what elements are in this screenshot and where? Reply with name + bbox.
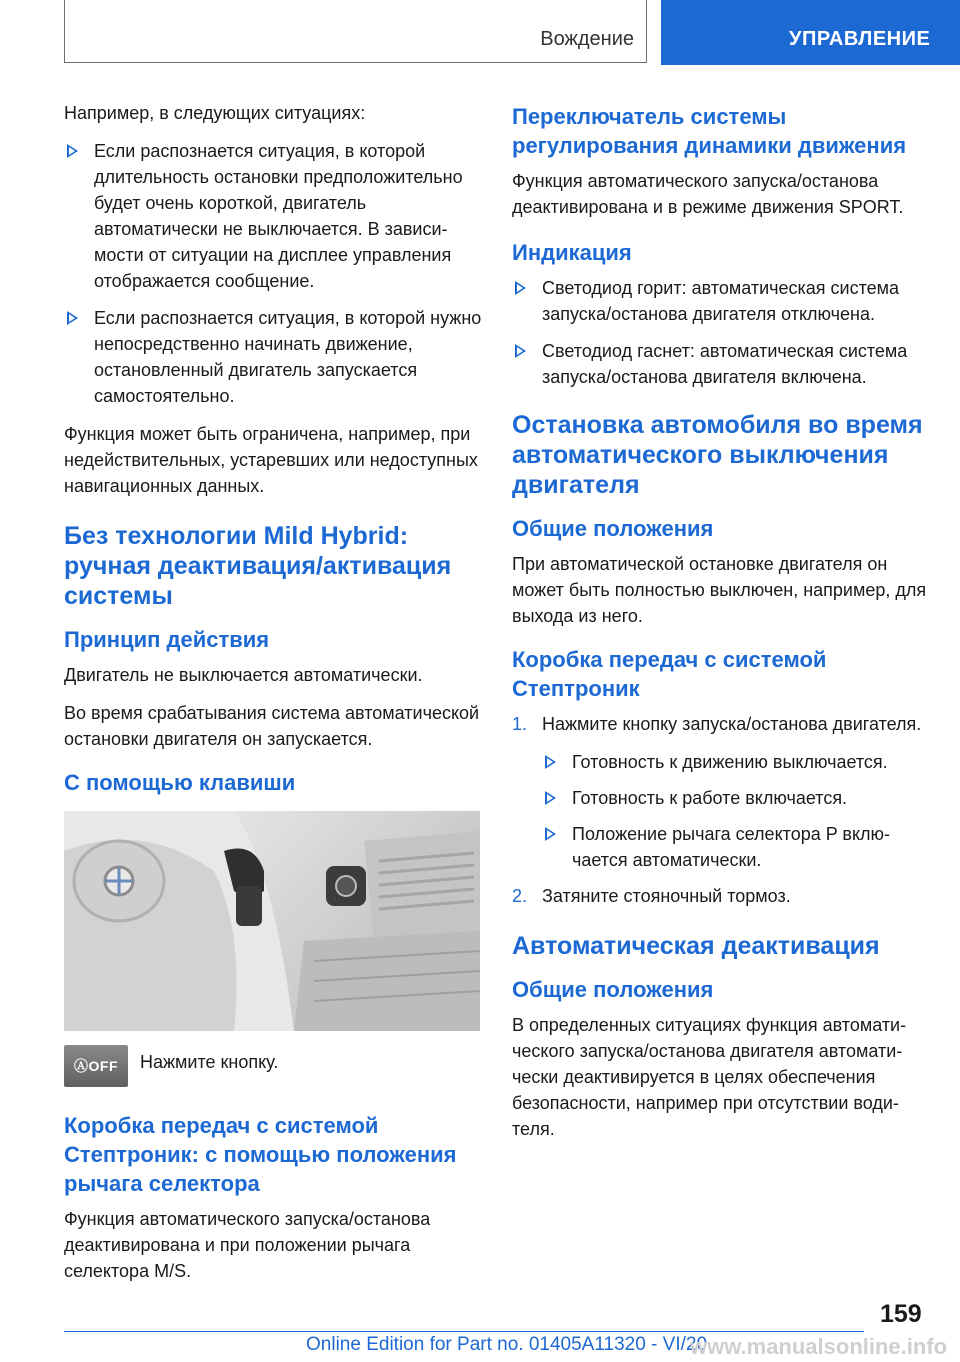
left-column — [64, 100, 484, 1296]
triangle-bullet-icon — [545, 755, 556, 769]
heading-general-1: Общие положения — [512, 516, 714, 541]
heading-steptronic-lever: Коробка передач с системой Стептроник: с помощью положения рычага селектора — [64, 1113, 457, 1196]
list-item: Если распознается ситуация, в которой длительность остановки предположительно будет очень короткой, двигатель автоматически не выключается. В зависимости от ситуации на дисплее управления отображается сообщение. — [64, 138, 484, 294]
substeps-list — [542, 749, 930, 873]
heading-general-2: Общие положения — [512, 977, 714, 1002]
step-number: 2. — [512, 886, 528, 906]
heading-steptronic: Коробка передач с системой Стептроник — [512, 647, 827, 701]
intro-text: Например, в следующих ситуациях: — [64, 103, 366, 123]
triangle-bullet-icon — [515, 344, 526, 358]
edition-text: Online Edition for Part no. 01405A11320 - VI/20 — [306, 1334, 708, 1355]
step-item: 2. Затяните стояночный тормоз. — [512, 883, 930, 909]
heading-button: С помощью клавиши — [64, 770, 296, 795]
heading-stopping-vehicle: Остановка автомобиля во время автоматического выключения двигателя — [512, 411, 923, 499]
triangle-bullet-icon — [67, 311, 78, 325]
list-item: Готовность к движению выключается. — [542, 749, 930, 775]
list-item: Положение рычага селектора P включается автоматически. — [542, 821, 930, 873]
triangle-bullet-icon — [545, 791, 556, 805]
heading-automatic-deactivation: Автоматическая деактивация — [512, 932, 880, 960]
general-text-1: При автоматической остановке двигателя он может быть полностью выключен, например, для выхода из него. — [512, 554, 927, 626]
heading-principle: Принцип действия — [64, 627, 270, 652]
steps-list — [512, 711, 930, 909]
auto-start-stop-off-icon: ⒶOFF — [64, 1045, 128, 1087]
heading-manual-deactivation: Без технологии Mild Hybrid: ручная деактивация/активация системы — [64, 522, 452, 610]
section-box — [64, 0, 647, 63]
indication-list — [512, 275, 930, 390]
heading-indication: Индикация — [512, 240, 632, 265]
general-text-2: В определенных ситуациях функция автоматического запуска/останова двигателя автоматически деактивируется в целях обеспечения безопасности, например при отсутствии водителя. — [512, 1015, 907, 1139]
right-column — [512, 100, 930, 1154]
button-caption: Нажмите кнопку. — [140, 1052, 279, 1072]
watermark: www.manualsonline.info — [690, 1334, 948, 1359]
chapter-tab: УПРАВЛЕНИЕ — [661, 0, 960, 65]
list-item: Готовность к работе включается. — [542, 785, 930, 811]
list-item: Светодиод гаснет: автоматическая система запуска/останова двигателя включена. — [512, 338, 930, 390]
triangle-bullet-icon — [515, 281, 526, 295]
heading-driving-dynamics-switch: Переключатель системы регулирования динамики движения — [512, 104, 907, 158]
page-number: 159 — [880, 1300, 922, 1328]
list-item: Если распознается ситуация, в которой нужно непосредственно начинать движение, остановленный двигатель запускается самостоятельно. — [64, 305, 484, 409]
situation-list — [64, 138, 484, 409]
switch-text: Функция автоматического запуска/останова деактивирована и в режиме движения SPORT. — [512, 171, 904, 217]
step-number: 1. — [512, 714, 528, 734]
step-item: 1. Нажмите кнопку запуска/останова двигателя. Готовность к движению выключается. Готовность к работе включается. Положение рычага селектора P включается автоматически. — [512, 711, 930, 873]
steptronic-lever-text: Функция автоматического запуска/останова деактивирована и при положении рычага селектора M/S. — [64, 1209, 431, 1281]
principle-text-1: Двигатель не выключается автоматически. — [64, 665, 423, 685]
triangle-bullet-icon — [67, 144, 78, 158]
page-header — [0, 0, 960, 66]
footer-divider — [64, 1331, 864, 1332]
list-item: Светодиод горит: автоматическая система запуска/останова двигателя отключена. — [512, 275, 930, 327]
section-title: Вождение — [540, 28, 634, 50]
principle-text-2: Во время срабатывания система автоматической остановки двигателя он запускается. — [64, 703, 480, 749]
dashboard-photo — [64, 811, 480, 1031]
triangle-bullet-icon — [545, 827, 556, 841]
button-instruction — [64, 1045, 484, 1087]
limitation-text: Функция может быть ограничена, например, при недействительных, устаревших или недоступных навигационных данных. — [64, 424, 478, 496]
